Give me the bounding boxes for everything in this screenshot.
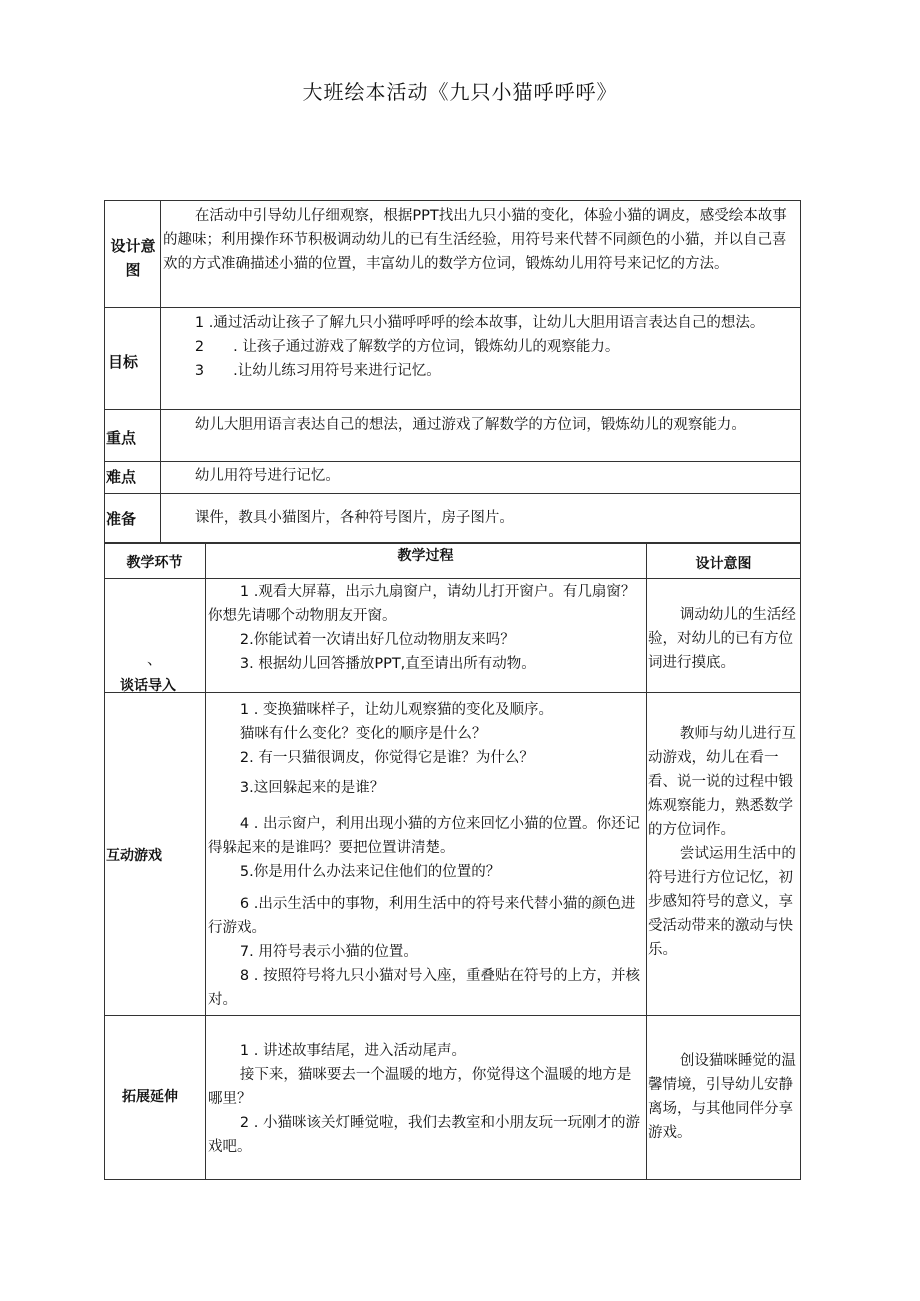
divider xyxy=(104,1015,801,1016)
step-item: 1 . 讲述故事结尾，进入活动尾声。 xyxy=(239,1043,466,1059)
divider xyxy=(104,578,801,579)
stage-intent xyxy=(648,603,800,675)
intent-label: 设计意图 xyxy=(110,237,156,279)
header-intent: 设计意图 xyxy=(695,556,752,572)
intent-item: 教师与幼儿进行互动游戏，幼儿在看一看、说一说的过程中锻炼观察能力，熟悉数学的方位词作。 xyxy=(648,726,796,838)
intent-item: 创设猫咪睡觉的温馨情境，引导幼儿安静离场，与其他同伴分享游戏。 xyxy=(648,1053,796,1141)
step-item: 1 . 变换猫咪样子，让幼儿观察猫的变化及顺序。 xyxy=(239,702,553,718)
divider xyxy=(104,692,801,693)
step-item: 接下来，猫咪要去一个温暖的地方，你觉得这个温暖的地方是哪里？ xyxy=(208,1067,632,1107)
stage-steps xyxy=(208,698,645,1013)
goal-item: 1 .通过活动让孩子了解九只小猫呼呼呼的绘本故事，让幼儿大胆用语言表达自己的想法。 xyxy=(194,315,765,331)
intent-paragraph: 在活动中引导幼儿仔细观察，根据PPT找出九只小猫的变化，体验小猫的调皮，感受绘本故事的趣味；利用操作环节积极调动幼儿的已有生活经验，用符号来代替不同颜色的小猫，并以自己喜欢的方式准确描述小猫的位置，丰富幼儿的数学方位词，锻炼幼儿用符号来记忆的方法。 xyxy=(163,208,787,272)
page-title: 大班绘本活动《九只小猫呼呼呼》 xyxy=(302,80,618,104)
divider xyxy=(104,493,801,494)
step-item: 2.你能试着一次请出好几位动物朋友来吗？ xyxy=(239,632,515,648)
difficulty-label: 难点 xyxy=(106,468,137,486)
step-item: 4 . 出示窗户，利用出现小猫的方位来回忆小猫的位置。你还记得躲起来的是谁吗？要把位置讲清楚。 xyxy=(208,816,640,856)
step-item: 7. 用符号表示小猫的位置。 xyxy=(239,944,418,960)
key-paragraph: 幼儿大胆用语言表达自己的想法，通过游戏了解数学的方位词，锻炼幼儿的观察能力。 xyxy=(194,417,746,433)
stage-name: 拓展延伸 xyxy=(122,1089,178,1105)
step-item: 5.你是用什么办法来记住他们的位置的？ xyxy=(239,864,501,880)
step-item: 3.这回躲起来的是谁？ xyxy=(239,780,385,796)
header-process: 教学过程 xyxy=(397,548,454,564)
key-label: 重点 xyxy=(106,429,137,447)
prep-paragraph: 课件，教具小猫图片，各种符号图片，房子图片。 xyxy=(194,510,514,526)
divider xyxy=(160,200,161,543)
step-item: 8 . 按照符号将九只小猫对号入座，重叠贴在符号的上方，并核对。 xyxy=(208,968,640,1008)
step-item: 2. 有一只猫很调皮，你觉得它是谁？为什么？ xyxy=(239,750,534,766)
stage-intent xyxy=(648,722,800,962)
divider xyxy=(646,543,647,1180)
step-item: 3. 根据幼儿回答播放PPT,直至请出所有动物。 xyxy=(239,656,536,672)
prep-text xyxy=(163,506,799,530)
goals-label: 目标 xyxy=(108,353,139,371)
stage-intent xyxy=(648,1049,800,1145)
step-item: 2 . 小猫咪该关灯睡觉啦，我们去教室和小朋友玩一玩刚才的游戏吧。 xyxy=(208,1115,640,1155)
prep-label: 准备 xyxy=(106,510,137,528)
intent-item: 尝试运用生活中的符号进行方位记忆，初步感知符号的意义，享受活动带来的激动与快乐。 xyxy=(648,846,796,958)
difficulty-paragraph: 幼儿用符号进行记忆。 xyxy=(194,468,340,484)
divider xyxy=(104,307,801,308)
stage-name: 互动游戏 xyxy=(106,848,162,864)
divider xyxy=(104,409,801,410)
stage-name: 谈话导入 xyxy=(120,678,176,694)
stage-steps xyxy=(208,580,645,676)
step-item: 1 .观看大屏幕，出示九扇窗户，请幼儿打开窗户。有几扇窗？你想先请哪个动物朋友开窗。 xyxy=(208,584,636,624)
step-item: 6 .出示生活中的事物，利用生活中的符号来代替小猫的颜色进行游戏。 xyxy=(208,896,636,936)
divider xyxy=(205,543,206,1180)
intent-item: 调动幼儿的生活经验，对幼儿的已有方位词进行摸底。 xyxy=(648,607,796,671)
step-item: 猫咪有什么变化？变化的顺序是什么？ xyxy=(239,726,487,742)
goals-text xyxy=(163,311,799,383)
key-text xyxy=(163,413,799,437)
intent-text xyxy=(163,204,799,276)
header-stage: 教学环节 xyxy=(126,555,183,571)
difficulty-text xyxy=(163,464,799,488)
divider xyxy=(104,461,801,462)
stage-mark: 、 xyxy=(147,650,163,668)
stage-steps xyxy=(208,1039,645,1159)
goal-item: 2 . 让孩子通过游戏了解数学的方位词，锻炼幼儿的观察能力。 xyxy=(194,339,620,355)
goal-item: 3 .让幼儿练习用符号来进行记忆。 xyxy=(194,363,441,379)
